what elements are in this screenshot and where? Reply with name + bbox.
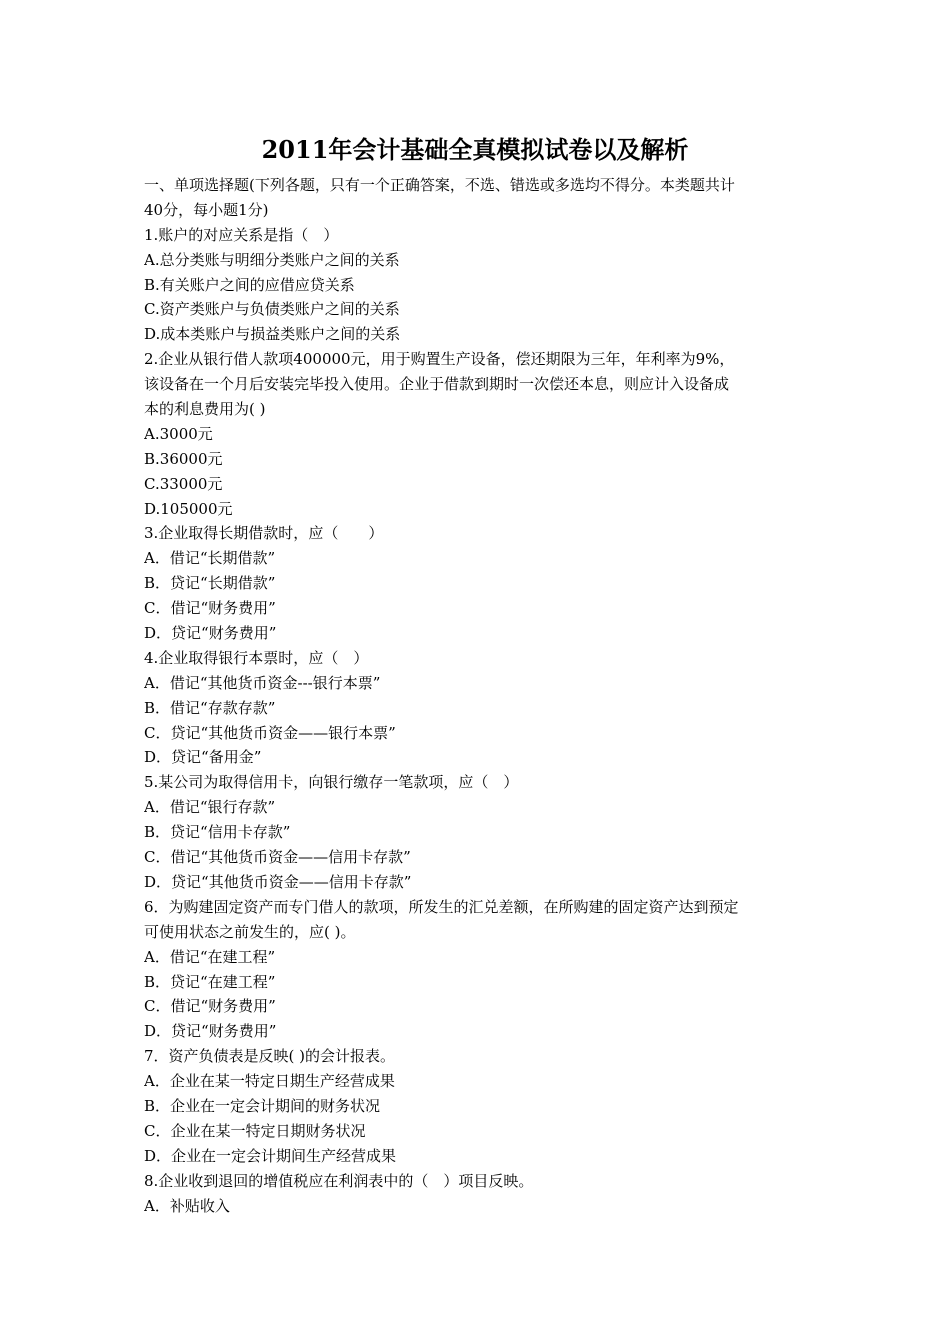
- document-line: C.33000元: [144, 474, 223, 493]
- document-line: B．借记“存款存款”: [144, 698, 276, 717]
- document-line: C.资产类账户与负债类账户之间的关系: [144, 300, 400, 319]
- document-title: 2011年会计基础全真模拟试卷以及解析: [261, 135, 689, 164]
- document-line: B.有关账户之间的应借应贷关系: [144, 275, 355, 294]
- document-line: 一、单项选择题(下列各题，只有一个正确答案，不选、错选或多选均不得分。本类题共计: [144, 176, 735, 194]
- document-line: D．贷记“财务费用”: [144, 1022, 277, 1041]
- document-line: C．贷记“其他货币资金——银行本票”: [144, 723, 396, 742]
- document-line: 8.企业收到退回的增值税应在利润表中的（ ）项目反映。: [144, 1171, 534, 1190]
- document-line: 5.某公司为取得信用卡，向银行缴存一笔款项，应（ ）: [144, 773, 519, 792]
- document-line: 7．资产负债表是反映( )的会计报表。: [144, 1047, 396, 1066]
- document-line: A．借记“长期借款”: [144, 549, 276, 568]
- document-line: A．补贴收入: [144, 1196, 230, 1215]
- document-line: D.成本类账户与损益类账户之间的关系: [144, 325, 401, 344]
- document-line: 3.企业取得长期借款时，应（ ）: [144, 524, 384, 543]
- document-line: 该设备在一个月后安装完毕投入使用。企业于借款到期时一次偿还本息，则应计入设备成: [144, 375, 730, 394]
- document-line: C．借记“财务费用”: [144, 997, 276, 1016]
- document-line: A．借记“银行存款”: [144, 798, 276, 817]
- document-line: 本的利息费用为( ): [144, 400, 266, 419]
- document-line: A.3000元: [144, 424, 213, 443]
- document-line: B．贷记“在建工程”: [144, 972, 276, 991]
- document-line: D．贷记“其他货币资金——信用卡存款”: [144, 872, 412, 891]
- document-line: 2.企业从银行借人款项400000元，用于购置生产设备，偿还期限为三年，年利率为9%，: [144, 350, 735, 369]
- document-line: 1.账户的对应关系是指（ ）: [144, 225, 339, 244]
- document-line: 6．为购建固定资产而专门借人的款项，所发生的汇兑差额，在所购建的固定资产达到预定: [144, 897, 739, 916]
- document-line: B．贷记“信用卡存款”: [144, 823, 291, 842]
- document-line: A．企业在某一特定日期生产经营成果: [144, 1072, 395, 1091]
- document-line: 40分，每小题1分): [144, 200, 269, 219]
- document-line: A．借记“其他货币资金---银行本票”: [144, 673, 381, 692]
- document-line: A．借记“在建工程”: [144, 947, 276, 966]
- document-line: B.36000元: [144, 449, 223, 468]
- document-line: D．贷记“财务费用”: [144, 624, 277, 643]
- document-line: 可使用状态之前发生的，应( )。: [144, 922, 356, 941]
- document-line: 4.企业取得银行本票时，应（ ）: [144, 648, 369, 667]
- document-line: C．借记“其他货币资金——信用卡存款”: [144, 848, 411, 867]
- document-line: B．贷记“长期借款”: [144, 574, 276, 593]
- document-line: C．企业在某一特定日期财务状况: [144, 1121, 366, 1140]
- document-body: [144, 173, 809, 1218]
- document-line: B．企业在一定会计期间的财务状况: [144, 1096, 381, 1115]
- document-line: D．贷记“备用金”: [144, 748, 262, 767]
- document-line: A.总分类账与明细分类账户之间的关系: [144, 250, 400, 269]
- document-line: C．借记“财务费用”: [144, 599, 276, 618]
- document-line: D.105000元: [144, 499, 233, 518]
- document-line: D．企业在一定会计期间生产经营成果: [144, 1146, 397, 1165]
